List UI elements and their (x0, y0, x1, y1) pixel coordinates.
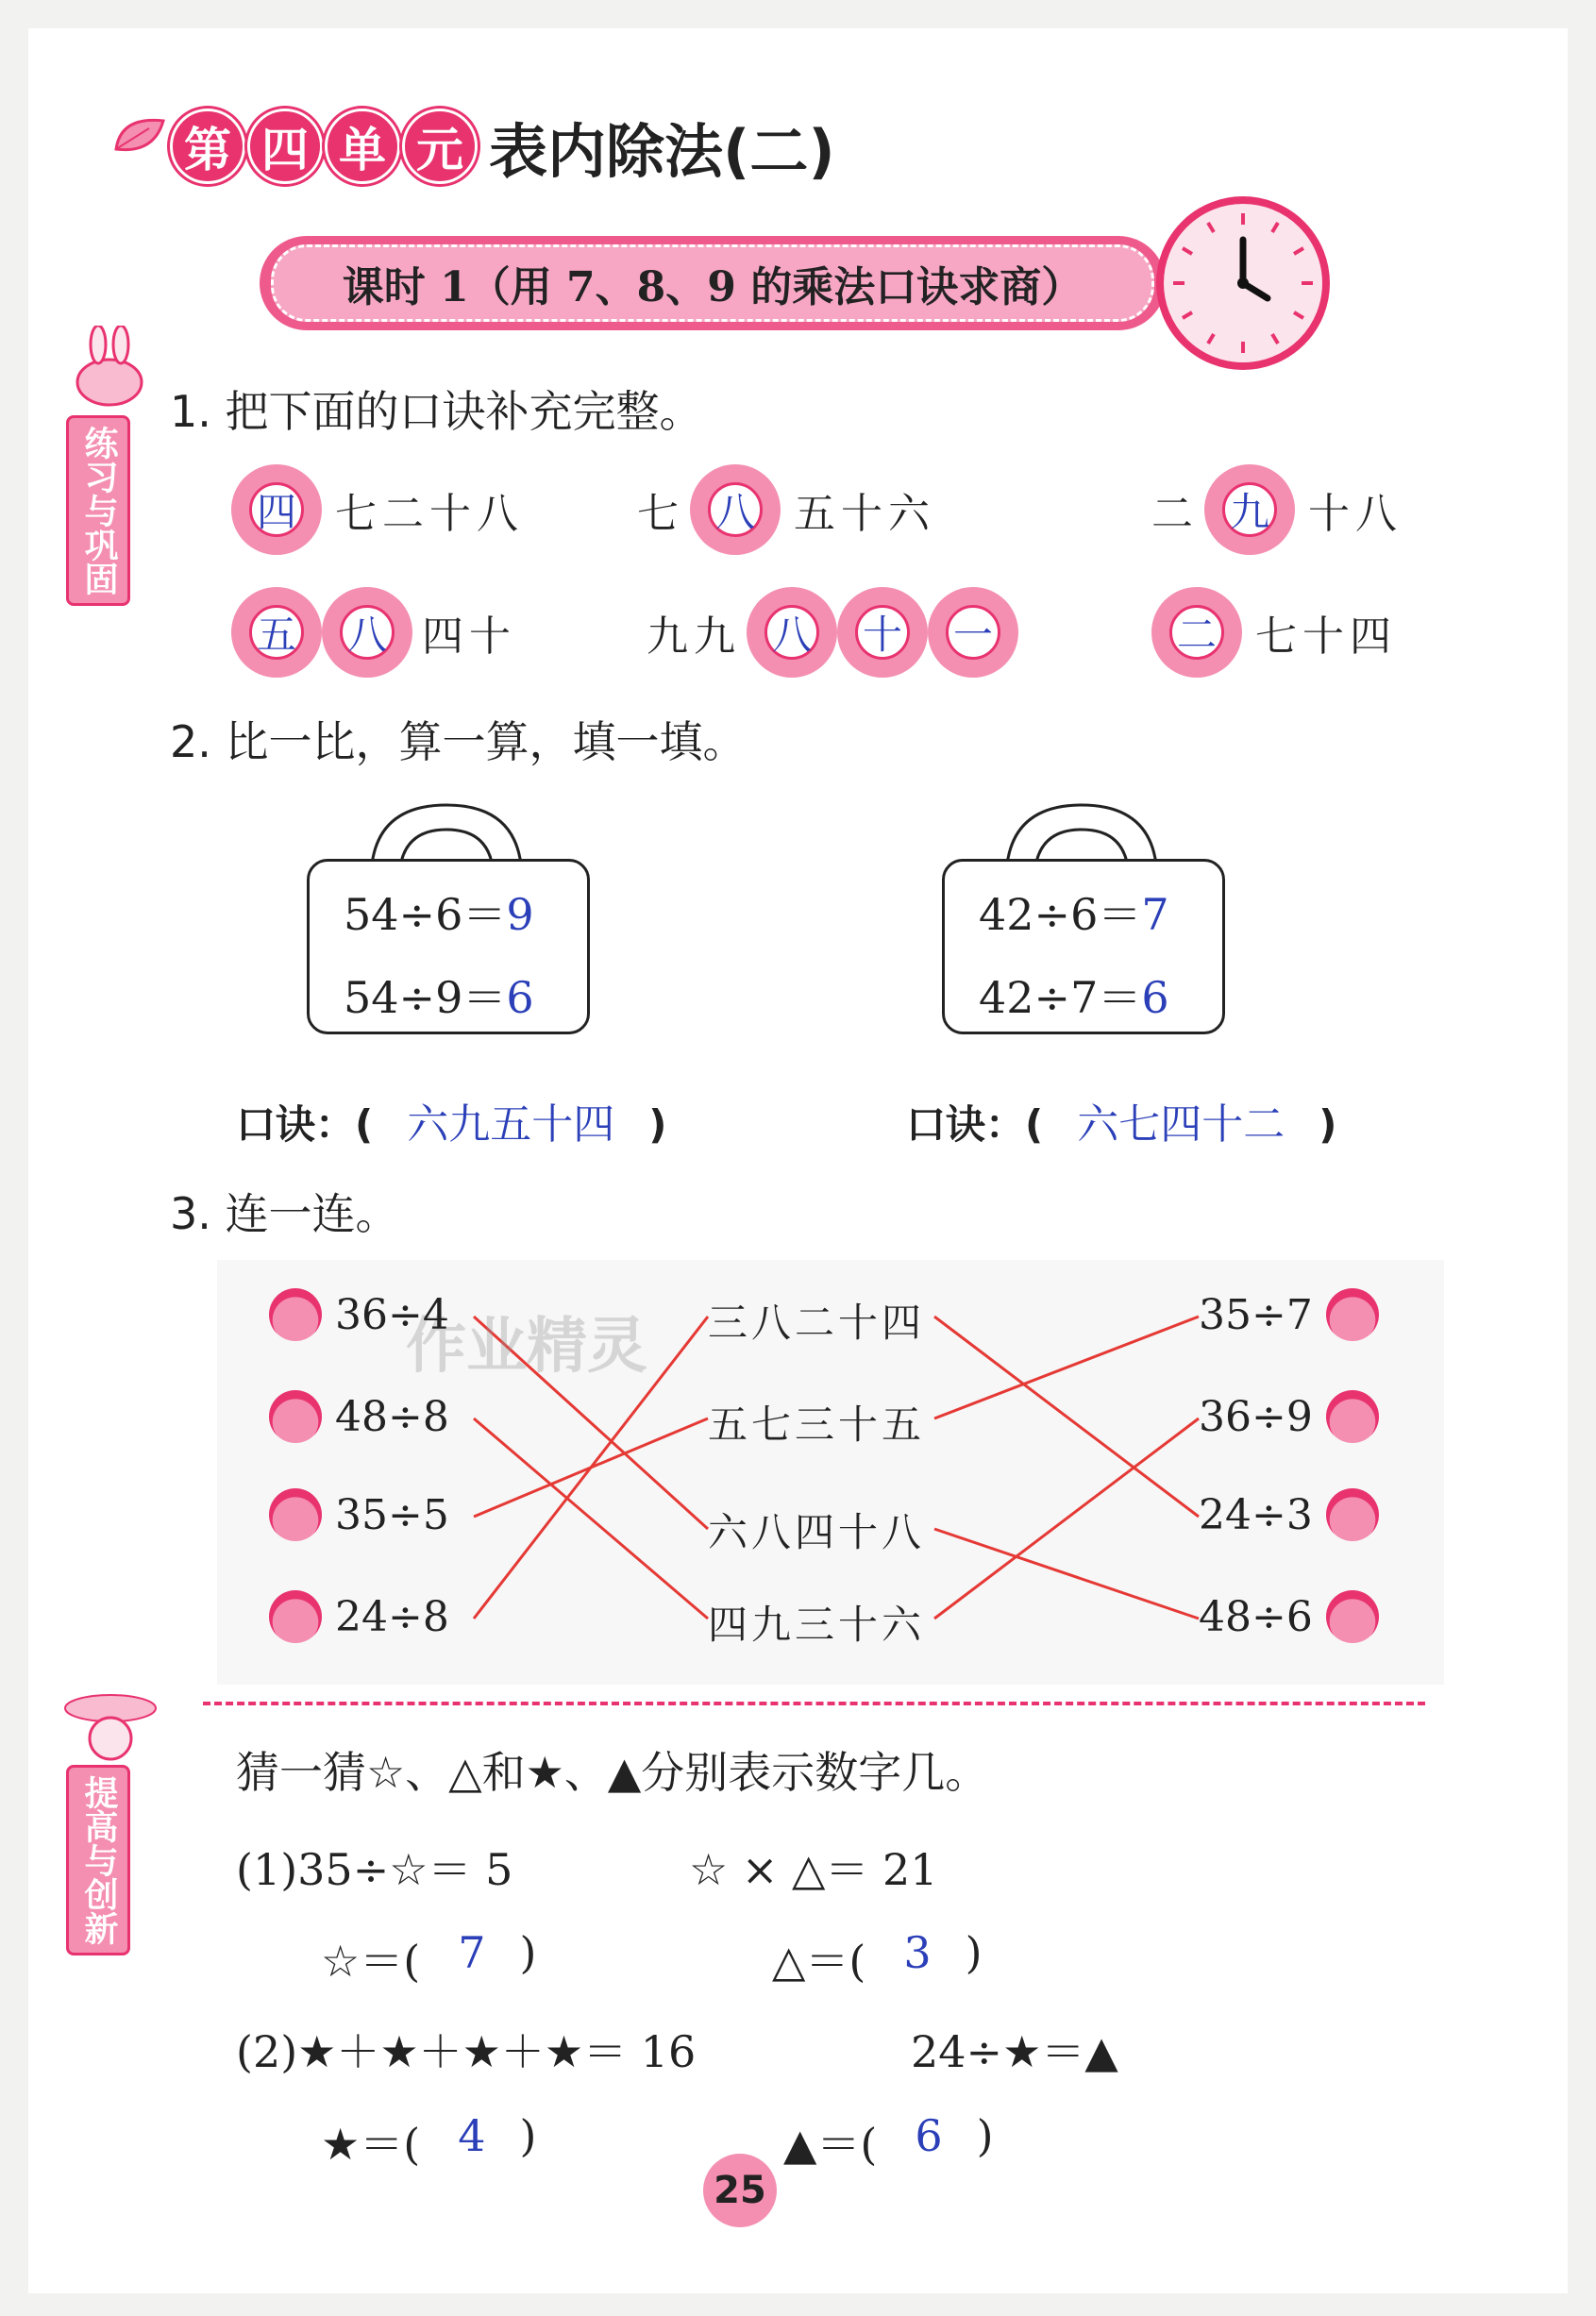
koujue-row (236, 1090, 666, 1150)
koujue-answer[interactable]: 六九五十四 (407, 1100, 615, 1149)
rhyme-text: 二 (1151, 490, 1199, 538)
connect-line (934, 1317, 1199, 1517)
answer-row: ☆＝( 7 ) (321, 1927, 536, 1989)
q1-item (1151, 464, 1403, 555)
section-divider (203, 1702, 1425, 1705)
equation: 54÷9＝6 (344, 972, 534, 1023)
ladybug-icon (1326, 1288, 1379, 1341)
connect-line (934, 1529, 1199, 1619)
koujue-close: ) (1319, 1101, 1337, 1148)
koujue-answer[interactable]: 六七四十二 (1077, 1100, 1285, 1149)
flower-mascot-icon (59, 1680, 162, 1769)
answer-row: ★＝( 4 ) (321, 2110, 536, 2173)
answer[interactable]: 6 (915, 2110, 943, 2161)
left-item[interactable]: 36÷4 (269, 1288, 449, 1341)
q1-item (231, 587, 516, 678)
right-item[interactable]: 48÷6 (1199, 1590, 1379, 1643)
q1-row-1 (231, 464, 1439, 559)
watermark: 作业精灵 (406, 1312, 647, 1382)
matching-area (217, 1260, 1444, 1685)
flower-blank[interactable]: 八 (322, 587, 412, 678)
advanced-tab (66, 1765, 130, 1955)
koujue-row (906, 1090, 1336, 1150)
unit-char: 单 (325, 109, 400, 184)
answer[interactable]: 9 (506, 889, 534, 940)
q1-item (231, 464, 524, 555)
flower-blank[interactable]: 五 (231, 587, 322, 678)
right-item[interactable]: 35÷7 (1199, 1288, 1379, 1341)
rhyme-text: 七十四 (1255, 613, 1397, 661)
koujue-close: ) (648, 1101, 667, 1148)
advanced-tab-label: 提高与创新 (79, 1775, 118, 1945)
ladybug-icon (1326, 1488, 1379, 1541)
answer-row: △＝( 3 ) (772, 1927, 983, 1989)
equation: 24÷★＝▲ (911, 2026, 1118, 2077)
answer-row: ▲＝( 6 ) (783, 2110, 994, 2173)
rhyme-text: 七 (637, 490, 684, 538)
practice-tab-label: 练习与巩固 (79, 426, 118, 596)
flower-blank[interactable]: 一 (928, 587, 1018, 678)
rhyme-text: 七二十八 (335, 490, 524, 538)
question-1-title: 1. 把下面的口诀补充完整。 (170, 386, 703, 437)
connect-line (934, 1317, 1199, 1418)
unit-char: 四 (247, 109, 323, 184)
equation: 42÷7＝6 (979, 972, 1169, 1023)
division-bag (942, 859, 1225, 1034)
equation: 54÷6＝9 (344, 889, 534, 940)
answer[interactable]: 6 (506, 972, 534, 1023)
q1-item (647, 587, 1018, 678)
flower-blank[interactable]: 二 (1151, 587, 1242, 678)
division-bag (307, 859, 590, 1034)
ladybug-icon (1326, 1390, 1379, 1443)
answer[interactable]: 7 (1141, 889, 1169, 940)
answer[interactable]: 6 (1141, 972, 1169, 1023)
leaf-icon (111, 111, 168, 162)
left-item[interactable]: 35÷5 (269, 1488, 449, 1541)
answer[interactable]: 3 (903, 1927, 932, 1978)
equation: ☆ × △＝ 21 (689, 1844, 938, 1895)
ladybug-icon (269, 1390, 322, 1443)
flower-blank[interactable]: 十 (837, 587, 928, 678)
rhyme-text: 九九 (647, 613, 741, 661)
ladybug-icon (269, 1288, 322, 1341)
equation: 42÷6＝7 (979, 889, 1169, 940)
answer[interactable]: 4 (458, 2110, 486, 2161)
q1-item (637, 464, 935, 555)
koujue-label: 口诀：( (906, 1101, 1044, 1148)
practice-tab (66, 415, 130, 606)
equation: (1)35÷☆＝ 5 (236, 1844, 513, 1895)
koujue-label: 口诀：( (236, 1101, 374, 1148)
left-item[interactable]: 24÷8 (269, 1590, 449, 1643)
ladybug-icon (269, 1488, 322, 1541)
flower-blank[interactable]: 八 (690, 464, 781, 555)
connect-line (474, 1418, 708, 1619)
unit-char: 元 (402, 109, 478, 184)
unit-char: 第 (170, 109, 245, 184)
middle-item[interactable]: 四九三十六 (708, 1602, 926, 1648)
rhyme-text: 五十六 (794, 490, 935, 538)
unit-title (170, 104, 835, 189)
q1-item (1151, 587, 1397, 678)
connect-line (934, 1418, 1199, 1619)
flower-blank[interactable]: 四 (231, 464, 322, 555)
middle-item[interactable]: 五七三十五 (708, 1401, 926, 1448)
bunny-icon (62, 326, 157, 414)
page-number: 25 (703, 2154, 777, 2227)
ladybug-icon (1326, 1590, 1379, 1643)
middle-item[interactable]: 三八二十四 (708, 1300, 926, 1346)
flower-blank[interactable]: 九 (1204, 464, 1295, 555)
left-item[interactable]: 48÷8 (269, 1390, 449, 1443)
flower-blank[interactable]: 八 (747, 587, 837, 678)
ladybug-icon (269, 1590, 322, 1643)
answer[interactable]: 7 (458, 1927, 486, 1978)
q1-row-2 (231, 587, 1439, 681)
right-item[interactable]: 36÷9 (1199, 1390, 1379, 1443)
unit-subtitle: 表内除法(二) (489, 116, 835, 186)
extra-title: 猜一猜☆、△和★、▲分别表示数字几。 (236, 1747, 989, 1798)
question-3-title: 3. 连一连。 (170, 1188, 399, 1239)
lesson-title: 课时 1（用 7、8、9 的乘法口诀求商） (271, 244, 1154, 322)
equation: (2)★＋★＋★＋★＝ 16 (236, 2026, 697, 2077)
question-2-title: 2. 比一比，算一算，填一填。 (170, 716, 747, 767)
lesson-banner (260, 236, 1166, 330)
middle-item[interactable]: 六八四十八 (708, 1509, 926, 1555)
rhyme-text: 十八 (1308, 490, 1403, 538)
clock-icon (1156, 196, 1330, 370)
right-item[interactable]: 24÷3 (1199, 1488, 1379, 1541)
rhyme-text: 四十 (422, 613, 516, 661)
